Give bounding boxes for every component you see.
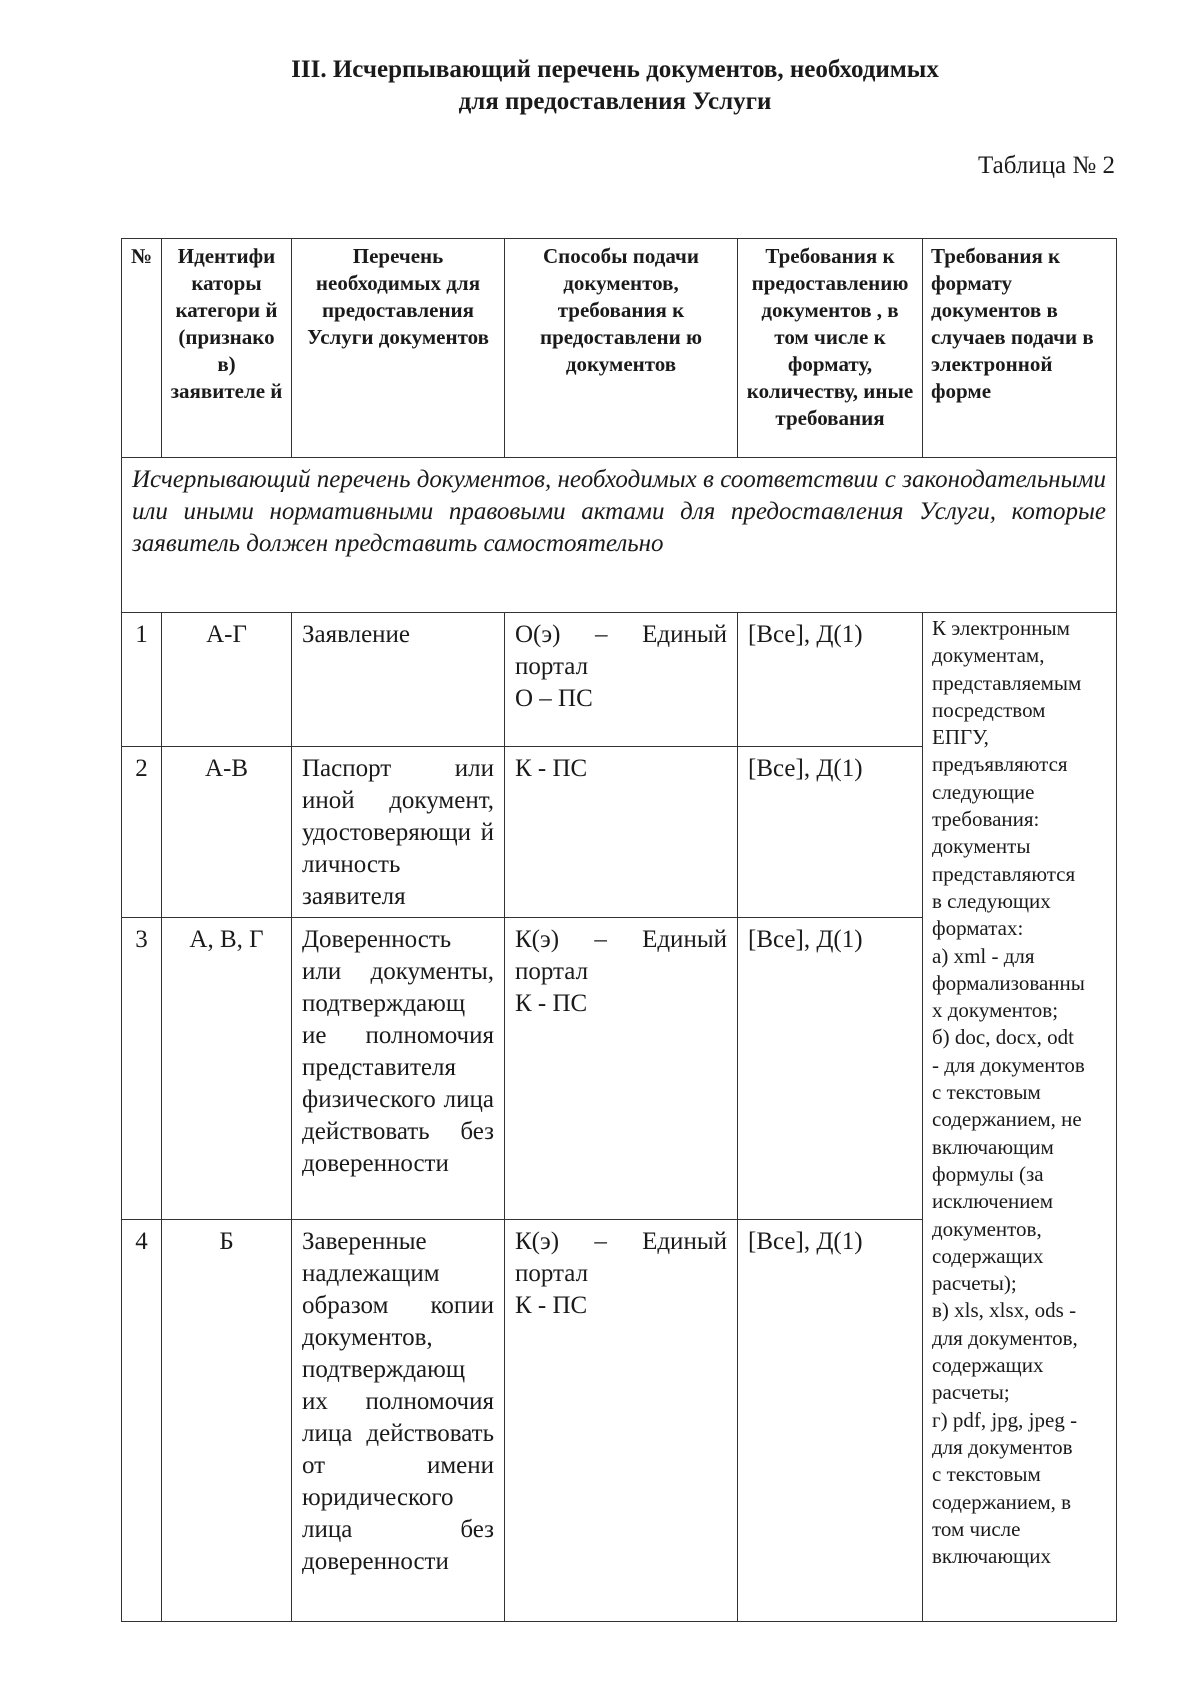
row-category: А-Г — [162, 613, 292, 747]
row-number: 1 — [122, 613, 162, 747]
row-requirements: [Все], Д(1) — [738, 1220, 923, 1622]
electronic-format-requirements: К электронным документам, представляемым посредством ЕПГУ, предъявляются следующие требования: документы представляются в следующих форматах: а) xml - для формализованны х документов; б) doc, docx, odt - для документов с текстовым содержанием, не включающим формулы (за исключением документов, содержащих расчеты); в) xls, xlsx, ods - для документов, содержащих расчеты; г) pdf, jpg, jpeg - для документов с текстовым содержанием, в том числе включающих — [923, 613, 1117, 1622]
row-requirements: [Все], Д(1) — [738, 918, 923, 1220]
section-title-line-2: для предоставления Услуги — [458, 88, 772, 115]
table-section-row — [122, 458, 1117, 613]
row-category: А, В, Г — [162, 918, 292, 1220]
row-document: Доверенность или документы, подтверждающ ие полномочия представителя физического лица действовать без доверенности — [292, 918, 505, 1220]
row-document: Заверенные надлежащим образом копии документов, подтверждающ их полномочия лица действовать от имени юридического лица без доверенности — [292, 1220, 505, 1622]
row-document: Заявление — [292, 613, 505, 747]
table-row — [122, 613, 1117, 747]
table-caption: Таблица № 2 — [977, 152, 1115, 179]
row-methods: К(э) – Единый портал К - ПС — [505, 918, 738, 1220]
header-requirements: Требования к предоставлению документов , в том числе к формату, количеству, иные требования — [738, 239, 923, 458]
table-header-row — [122, 239, 1117, 458]
header-number: № — [122, 239, 162, 458]
row-methods: К(э) – Единый портал К - ПС — [505, 1220, 738, 1622]
row-number: 4 — [122, 1220, 162, 1622]
header-document-list: Перечень необходимых для предоставления Услуги документов — [292, 239, 505, 458]
row-requirements: [Все], Д(1) — [738, 747, 923, 918]
header-electronic-format: Требования к формату документов в случаев подачи в электронной форме — [923, 239, 1117, 458]
row-document: Паспорт или иной документ, удостоверяющи й личность заявителя — [292, 747, 505, 918]
row-methods: О(э) – Единый портал О – ПС — [505, 613, 738, 747]
row-number: 2 — [122, 747, 162, 918]
section-title — [200, 54, 1030, 118]
row-requirements: [Все], Д(1) — [738, 613, 923, 747]
row-category: Б — [162, 1220, 292, 1622]
documents-table — [121, 238, 1117, 1622]
row-methods: К - ПС — [505, 747, 738, 918]
header-category: Идентифи каторы категори й (признако в) заявителе й — [162, 239, 292, 458]
row-number: 3 — [122, 918, 162, 1220]
row-category: А-В — [162, 747, 292, 918]
section-description: Исчерпывающий перечень документов, необходимых в соответствии с законодательными или иными нормативными правовыми актами для предоставления Услуги, которые заявитель должен представить самостоятельно — [122, 458, 1117, 613]
section-title-line-1: III. Исчерпывающий перечень документов, необходимых — [291, 56, 939, 83]
header-submission-methods: Способы подачи документов, требования к предоставлени ю документов — [505, 239, 738, 458]
